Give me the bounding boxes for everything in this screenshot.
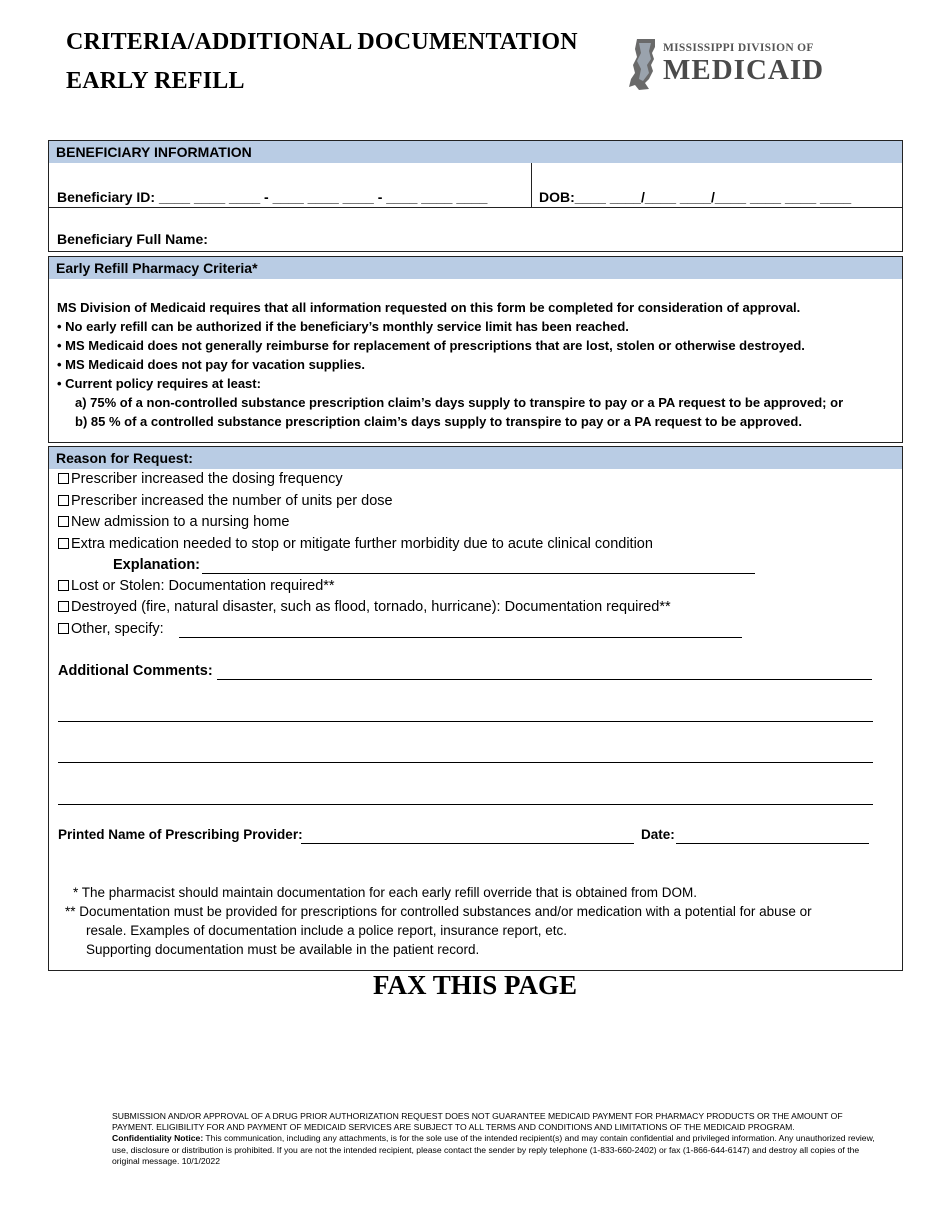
form-title: CRITERIA/ADDITIONAL DOCUMENTATION — [66, 29, 578, 55]
beneficiary-id-label: Beneficiary ID: — [57, 189, 156, 205]
beneficiary-name-label: Beneficiary Full Name: — [57, 231, 208, 247]
option-nursing-home[interactable] — [58, 514, 289, 530]
mississippi-map-icon — [625, 35, 661, 93]
option-destroyed[interactable] — [58, 599, 671, 615]
footnote: ** Documentation must be provided for prescriptions for controlled substances and/or medication with a potential for abuse or — [65, 904, 812, 919]
option-extra-medication[interactable] — [58, 536, 653, 552]
checkbox[interactable] — [58, 516, 69, 527]
footnote: Supporting documentation must be available in the patient record. — [86, 942, 480, 957]
checkbox[interactable] — [58, 473, 69, 484]
reason-header: Reason for Request: — [49, 447, 902, 469]
criteria-line: a) 75% of a non-controlled substance prescription claim’s days supply to transpire to pay or a PA request to be approved; or — [75, 395, 844, 410]
option-lost-stolen[interactable] — [58, 578, 335, 594]
checkbox[interactable] — [58, 601, 69, 612]
explanation-label: Explanation: — [113, 557, 201, 573]
footer-confidentiality — [112, 1133, 877, 1167]
confidentiality-label: Confidentiality Notice: — [112, 1133, 204, 1144]
beneficiary-name-field[interactable] — [57, 231, 208, 247]
criteria-line: MS Division of Medicaid requires that all information requested on this form be completed for consideration of approval. — [57, 300, 801, 315]
divider — [49, 207, 902, 208]
divider — [531, 163, 532, 207]
footnote: resale. Examples of documentation include a police report, insurance report, etc. — [86, 923, 568, 938]
comments-line[interactable] — [58, 762, 873, 763]
logo-division-text: MISSISSIPPI DIVISION OF — [663, 42, 814, 54]
option-label: Other, specify: — [71, 621, 164, 637]
option-label: Prescriber increased the dosing frequency — [71, 471, 343, 487]
option-label: Destroyed (fire, natural disaster, such as flood, tornado, hurricane): Documentation required** — [71, 599, 671, 615]
criteria-line: b) 85 % of a controlled substance prescription claim’s days supply to transpire to pay or a PA request to be approved. — [75, 414, 802, 429]
dob-field[interactable] — [539, 189, 851, 205]
beneficiary-id-field[interactable] — [57, 189, 487, 205]
provider-name-label: Printed Name of Prescribing Provider: — [58, 827, 303, 842]
criteria-line: • Current policy requires at least: — [57, 376, 261, 391]
footnote: * The pharmacist should maintain documentation for each early refill override that is obtained from DOM. — [73, 885, 698, 900]
comments-line[interactable] — [217, 679, 872, 680]
checkbox[interactable] — [58, 580, 69, 591]
explanation-input-line[interactable] — [202, 573, 755, 574]
date-label: Date: — [641, 827, 675, 842]
beneficiary-header: BENEFICIARY INFORMATION — [49, 141, 902, 163]
confidentiality-text: This communication, including any attachments, is for the sole use of the intended recipient(s) and may contain confidential and privileged information. Any unauthorized review, use, disclosure or distribution is prohibited. If you are not the intended recipient, please contact the sender by reply telephone (1-833-660-2402) or fax (1-866-644-6147) and destroy all copies of the original message. 10/1/2022 — [112, 1133, 875, 1166]
criteria-line: • MS Medicaid does not generally reimburse for replacement of prescriptions that are lost, stolen or otherwise destroyed. — [57, 338, 805, 353]
checkbox[interactable] — [58, 623, 69, 634]
criteria-section — [48, 256, 903, 443]
comments-line[interactable] — [58, 804, 873, 805]
beneficiary-section — [48, 140, 903, 252]
footer-disclaimer: SUBMISSION AND/OR APPROVAL OF A DRUG PRIOR AUTHORIZATION REQUEST DOES NOT GUARANTEE MEDICAID PAYMENT FOR PHARMACY PRODUCTS OR THE AMOUNT OF PAYMENT. ELIGIBILITY FOR AND PAYMENT OF MEDICAID SERVICES ARE SUBJECT TO ALL TERMS AND CONDITIONS AND LIMITATIONS OF THE MEDICAID PROGRAM. — [112, 1111, 843, 1133]
option-units-per-dose[interactable] — [58, 493, 393, 509]
other-specify-line[interactable] — [179, 637, 742, 638]
provider-name-line[interactable] — [301, 843, 634, 844]
option-other[interactable] — [58, 621, 164, 637]
form-subtitle: EARLY REFILL — [66, 68, 245, 94]
medicaid-logo — [625, 35, 825, 95]
option-label: Prescriber increased the number of units per dose — [71, 493, 393, 509]
reason-section — [48, 446, 903, 971]
criteria-line: • MS Medicaid does not pay for vacation supplies. — [57, 357, 365, 372]
option-label: Lost or Stolen: Documentation required** — [71, 578, 335, 594]
option-dosing-frequency[interactable] — [58, 471, 343, 487]
footer-fine-print — [112, 1111, 877, 1167]
dob-label: DOB: — [539, 189, 575, 205]
checkbox[interactable] — [58, 495, 69, 506]
criteria-header: Early Refill Pharmacy Criteria* — [49, 257, 902, 279]
comments-label: Additional Comments: — [58, 663, 213, 679]
checkbox[interactable] — [58, 538, 69, 549]
option-label: New admission to a nursing home — [71, 514, 290, 530]
date-line[interactable] — [676, 843, 869, 844]
comments-line[interactable] — [58, 721, 873, 722]
option-label: Extra medication needed to stop or mitigate further morbidity due to acute clinical condition — [71, 536, 653, 552]
logo-medicaid-text: MEDICAID — [663, 54, 825, 86]
fax-this-page-label: FAX THIS PAGE — [372, 970, 578, 1000]
beneficiary-id-blank: ____ ____ ____ - ____ ____ ____ - ____ ____ ____ — [158, 189, 488, 205]
dob-blank: ____ ____/____ ____/____ ____ ____ ____ — [574, 189, 852, 205]
criteria-line: • No early refill can be authorized if the beneficiary’s monthly service limit has been reached. — [57, 319, 629, 334]
